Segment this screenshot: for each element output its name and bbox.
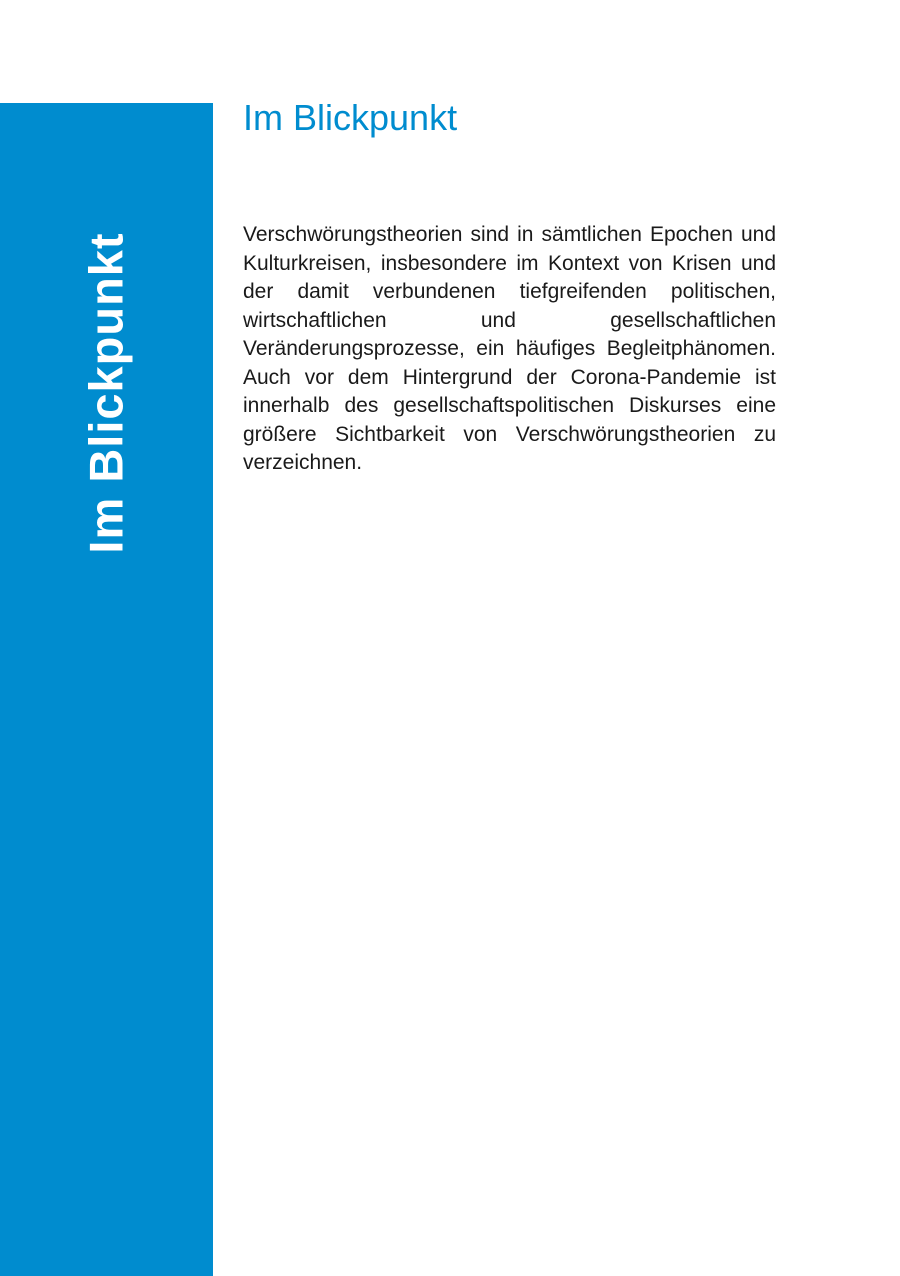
sidebar-band — [0, 103, 213, 1276]
sidebar-vertical-title: Im Blickpunkt — [79, 232, 133, 554]
intro-paragraph: Verschwörungstheorien sind in sämtlichen Epochen und Kulturkreisen, insbesondere im Kontext von Krisen und der damit verbundenen tiefgreifenden politischen, wirtschaftlichen und gesellschaftlichen Veränderungsprozesse, ein häufiges Begleitphänomen. Auch vor dem Hintergrund der Corona-Pandemie ist innerhalb des gesellschaftspolitischen Diskurses eine größere Sichtbarkeit von Verschwörungstheorien zu verzeichnen. — [243, 223, 776, 474]
page-title: Im Blickpunkt — [243, 97, 458, 138]
